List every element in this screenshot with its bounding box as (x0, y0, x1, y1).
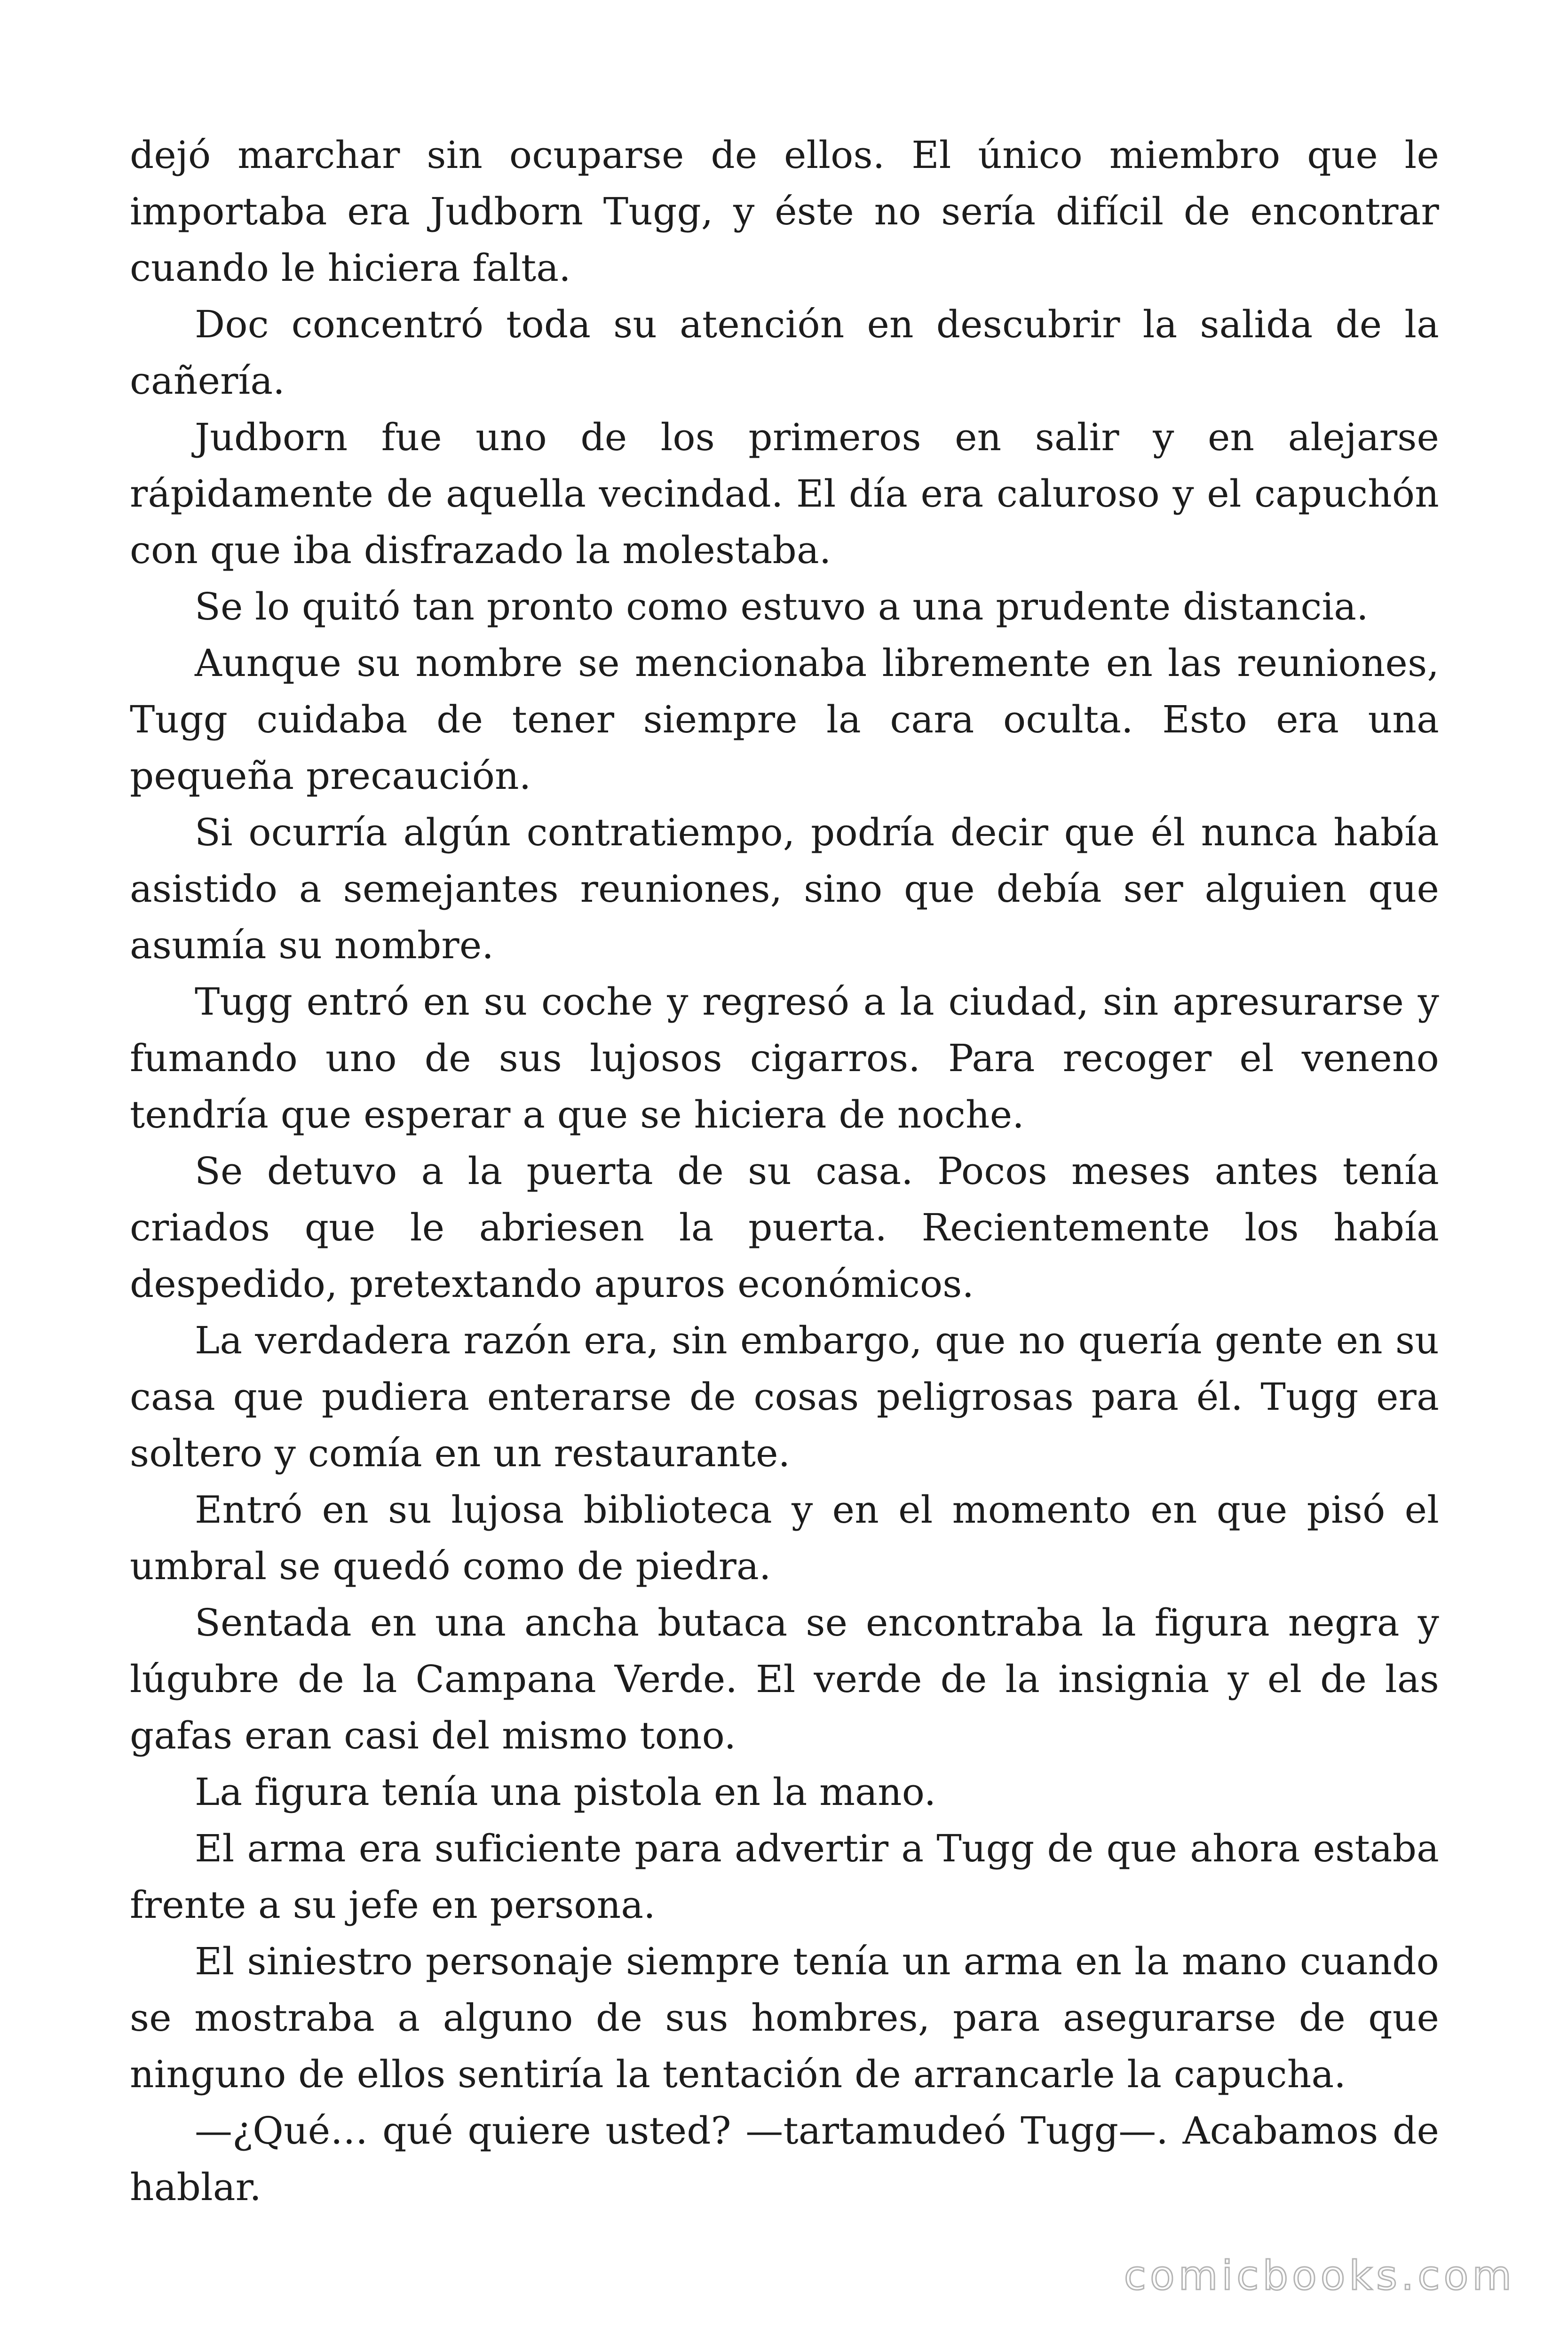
paragraph-6: Si ocurría algún contratiempo, podría decir que él nunca había asistido a semejantes reuniones, sino que debía ser alguien que asumía su nombre. (130, 810, 1439, 967)
paragraph-3: Judborn fue uno de los primeros en salir y en alejarse rápidamente de aquella vecindad. El día era caluroso y el capuchón con que iba disfrazado la molestaba. (130, 415, 1439, 572)
paragraph-8: Se detuvo a la puerta de su casa. Pocos meses antes tenía criados que le abriesen la puerta. Recientemente los había despedido, pretextando apuros económicos. (130, 1149, 1439, 1306)
paragraph-5: Aunque su nombre se mencionaba libremente en las reuniones, Tugg cuidaba de tener siempre la cara oculta. Esto era una pequeña precaución. (130, 641, 1439, 798)
paragraph-2: Doc concentró toda su atención en descubrir la salida de la cañería. (130, 302, 1439, 403)
paragraph-11: Sentada en una ancha butaca se encontraba la figura negra y lúgubre de la Campana Verde. El verde de la insignia y el de las gafas eran casi del mismo tono. (130, 1601, 1439, 1757)
paragraph-12: La figura tenía una pistola en la mano. (195, 1770, 936, 1814)
paragraph-10: Entró en su lujosa biblioteca y en el momento en que pisó el umbral se quedó como de piedra. (130, 1488, 1439, 1588)
site-watermark: comicbooks.com (1124, 2252, 1515, 2299)
paragraph-4: Se lo quitó tan pronto como estuvo a una prudente distancia. (195, 585, 1369, 628)
paragraph-7: Tugg entró en su coche y regresó a la ciudad, sin apresurarse y fumando uno de sus lujosos cigarros. Para recoger el veneno tendría que esperar a que se hiciera de noche. (130, 980, 1439, 1136)
paragraph-1: dejó marchar sin ocuparse de ellos. El único miembro que le importaba era Judborn Tugg, y éste no sería difícil de encontrar cuando le hiciera falta. (130, 133, 1439, 290)
paragraph-14: El siniestro personaje siempre tenía un arma en la mano cuando se mostraba a alguno de sus hombres, para asegurarse de que ninguno de ellos sentiría la tentación de arrancarle la capucha. (130, 1939, 1439, 2096)
paragraph-9: La verdadera razón era, sin embargo, que no quería gente en su casa que pudiera enterarse de cosas peligrosas para él. Tugg era soltero y comía en un restaurante. (130, 1319, 1439, 1475)
paragraph-15: —¿Qué… qué quiere usted? —tartamudeó Tugg—. Acabamos de hablar. (130, 2109, 1439, 2209)
paragraph-13: El arma era suficiente para advertir a Tugg de que ahora estaba frente a su jefe en persona. (130, 1827, 1439, 1927)
book-page-body (130, 127, 1439, 2216)
